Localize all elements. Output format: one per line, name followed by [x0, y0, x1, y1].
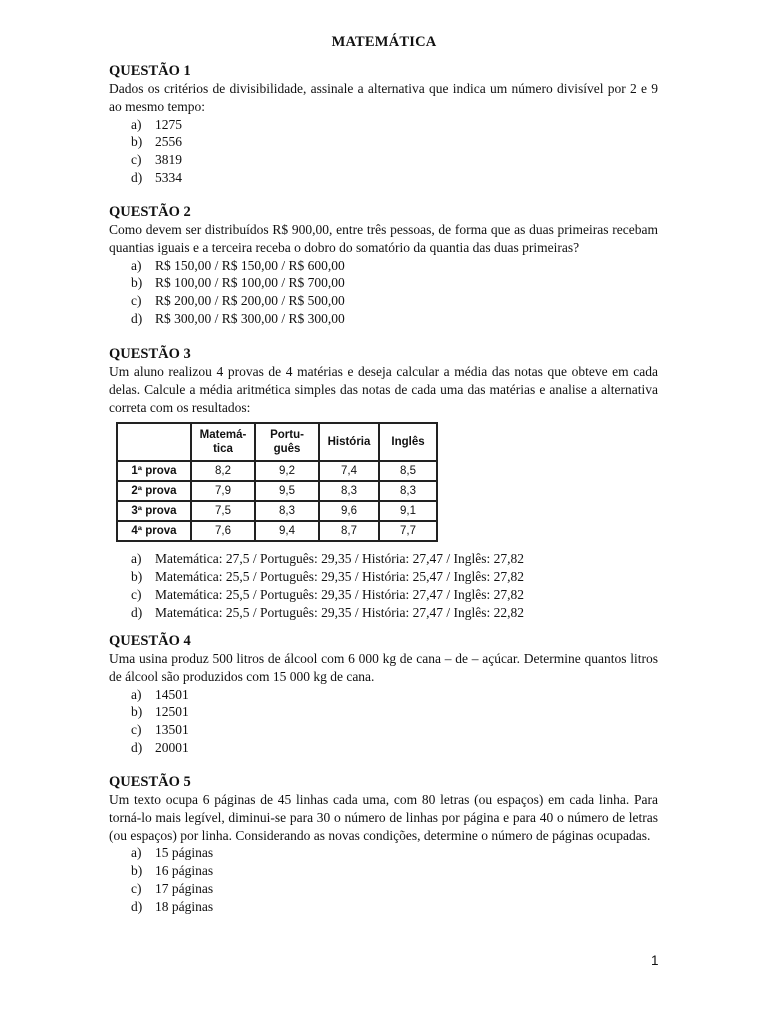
option-text: R$ 150,00 / R$ 150,00 / R$ 600,00: [155, 257, 345, 273]
option-text: 17 páginas: [155, 880, 214, 896]
option-letter: a): [131, 686, 142, 702]
table-cell: 7,5: [191, 501, 255, 521]
options-list: [109, 686, 658, 757]
option-letter: b): [131, 704, 143, 720]
option-text: Matemática: 25,5 / Português: 29,35 / História: 25,47 / Inglês: 27,82: [155, 569, 524, 585]
option-a: [131, 116, 658, 134]
option-a: [131, 257, 658, 275]
question-heading: QUESTÃO 2: [109, 204, 191, 220]
option-text: 12501: [155, 704, 189, 720]
option-letter: b): [131, 275, 143, 291]
option-text: 16 páginas: [155, 863, 214, 879]
option-d: [131, 169, 658, 187]
option-b: [131, 133, 658, 151]
table-cell: 8,3: [319, 481, 379, 501]
option-text: 13501: [155, 722, 189, 738]
option-b: [131, 703, 658, 721]
option-text: 2556: [155, 134, 182, 150]
option-text: 15 páginas: [155, 845, 214, 861]
table-corner-cell: [117, 423, 191, 461]
question-heading: QUESTÃO 4: [109, 633, 191, 649]
option-letter: d): [131, 604, 143, 620]
option-letter: c): [131, 293, 142, 309]
question-5: [109, 773, 658, 916]
option-text: 1275: [155, 116, 182, 132]
table-cell: 8,5: [379, 461, 437, 481]
option-c: [131, 721, 658, 739]
option-text: 20001: [155, 739, 189, 755]
option-d: [131, 739, 658, 757]
option-text: 14501: [155, 686, 189, 702]
option-c: [131, 880, 658, 898]
table-cell: 7,4: [319, 461, 379, 481]
option-letter: c): [131, 152, 142, 168]
table-cell: 7,6: [191, 521, 255, 541]
table-cell: 8,3: [255, 501, 319, 521]
option-c: [131, 292, 658, 310]
option-text: Matemática: 25,5 / Português: 29,35 / História: 27,47 / Inglês: 22,82: [155, 604, 524, 620]
question-2: [109, 203, 658, 328]
option-letter: c): [131, 586, 142, 602]
table-cell: 9,1: [379, 501, 437, 521]
option-text: 18 páginas: [155, 898, 214, 914]
option-letter: b): [131, 569, 143, 585]
row-header: 4ª prova: [117, 521, 191, 541]
table-header-row: [117, 423, 437, 461]
column-header: Portu- guês: [255, 423, 319, 461]
options-list: [109, 550, 658, 621]
question-text: Uma usina produz 500 litros de álcool com 6 000 kg de cana – de – açúcar. Determine quantos litros de álcool são produzidos com 15 000 kg de cana.: [109, 651, 658, 684]
option-c: [131, 151, 658, 169]
options-list: [109, 257, 658, 328]
option-letter: b): [131, 134, 143, 150]
option-text: 3819: [155, 152, 182, 168]
option-text: R$ 300,00 / R$ 300,00 / R$ 300,00: [155, 310, 345, 326]
option-letter: d): [131, 169, 143, 185]
grades-table: [116, 422, 438, 542]
options-list: [109, 844, 658, 915]
option-letter: a): [131, 116, 142, 132]
column-header: História: [319, 423, 379, 461]
question-text: Um texto ocupa 6 páginas de 45 linhas cada uma, com 80 letras (ou espaços) em cada linha. Para torná-lo mais legível, diminui-se para 30 o número de linhas por página e para 40 o número de letras (ou espaços) por linha. Considerando as novas condições, determine o número de páginas ocupadas.: [109, 792, 658, 843]
question-heading: QUESTÃO 1: [109, 63, 191, 79]
table-cell: 9,2: [255, 461, 319, 481]
question-heading: QUESTÃO 3: [109, 346, 191, 362]
option-text: R$ 200,00 / R$ 200,00 / R$ 500,00: [155, 293, 345, 309]
question-text: Um aluno realizou 4 provas de 4 matérias e deseja calcular a média das notas que obteve em cada delas. Calcule a média aritmética simples das notas de cada uma das matérias e analise a alternativa correta com os resultados:: [109, 364, 658, 415]
table-cell: 8,7: [319, 521, 379, 541]
option-letter: b): [131, 863, 143, 879]
option-d: [131, 898, 658, 916]
option-d: [131, 310, 658, 328]
option-letter: a): [131, 257, 142, 273]
table-cell: 7,9: [191, 481, 255, 501]
row-header: 2ª prova: [117, 481, 191, 501]
option-letter: c): [131, 722, 142, 738]
option-c: [131, 586, 658, 604]
option-b: [131, 274, 658, 292]
question-1: [109, 62, 658, 187]
option-text: Matemática: 25,5 / Português: 29,35 / História: 27,47 / Inglês: 27,82: [155, 586, 524, 602]
table-row: [117, 481, 437, 501]
option-text: R$ 100,00 / R$ 100,00 / R$ 700,00: [155, 275, 345, 291]
option-text: Matemática: 27,5 / Português: 29,35 / História: 27,47 / Inglês: 27,82: [155, 551, 524, 567]
row-header: 1ª prova: [117, 461, 191, 481]
row-header: 3ª prova: [117, 501, 191, 521]
column-header: Matemá- tica: [191, 423, 255, 461]
option-d: [131, 604, 658, 622]
option-letter: d): [131, 898, 143, 914]
table-cell: 9,4: [255, 521, 319, 541]
column-header: Inglês: [379, 423, 437, 461]
option-a: [131, 550, 658, 568]
question-text: Como devem ser distribuídos R$ 900,00, entre três pessoas, de forma que as duas primeiras recebam quantias iguais e a terceira receba o dobro do somatório da quantia das duas primeiras?: [109, 222, 658, 255]
table-cell: 7,7: [379, 521, 437, 541]
option-letter: a): [131, 845, 142, 861]
options-list: [109, 116, 658, 187]
page-number: 1: [651, 953, 659, 968]
option-b: [131, 862, 658, 880]
table-cell: 8,3: [379, 481, 437, 501]
option-letter: a): [131, 551, 142, 567]
option-text: 5334: [155, 169, 182, 185]
table-cell: 9,6: [319, 501, 379, 521]
question-text: Dados os critérios de divisibilidade, assinale a alternativa que indica um número divisível por 2 e 9 ao mesmo tempo:: [109, 81, 658, 114]
option-letter: d): [131, 739, 143, 755]
table-row: [117, 521, 437, 541]
table-cell: 9,5: [255, 481, 319, 501]
question-4: [109, 632, 658, 757]
option-a: [131, 844, 658, 862]
table-cell: 8,2: [191, 461, 255, 481]
question-heading: QUESTÃO 5: [109, 774, 191, 790]
table-row: [117, 501, 437, 521]
page-title: MATEMÁTICA: [331, 34, 437, 50]
question-3: [109, 345, 658, 622]
option-a: [131, 686, 658, 704]
option-letter: c): [131, 880, 142, 896]
option-letter: d): [131, 310, 143, 326]
table-row: [117, 461, 437, 481]
option-b: [131, 568, 658, 586]
